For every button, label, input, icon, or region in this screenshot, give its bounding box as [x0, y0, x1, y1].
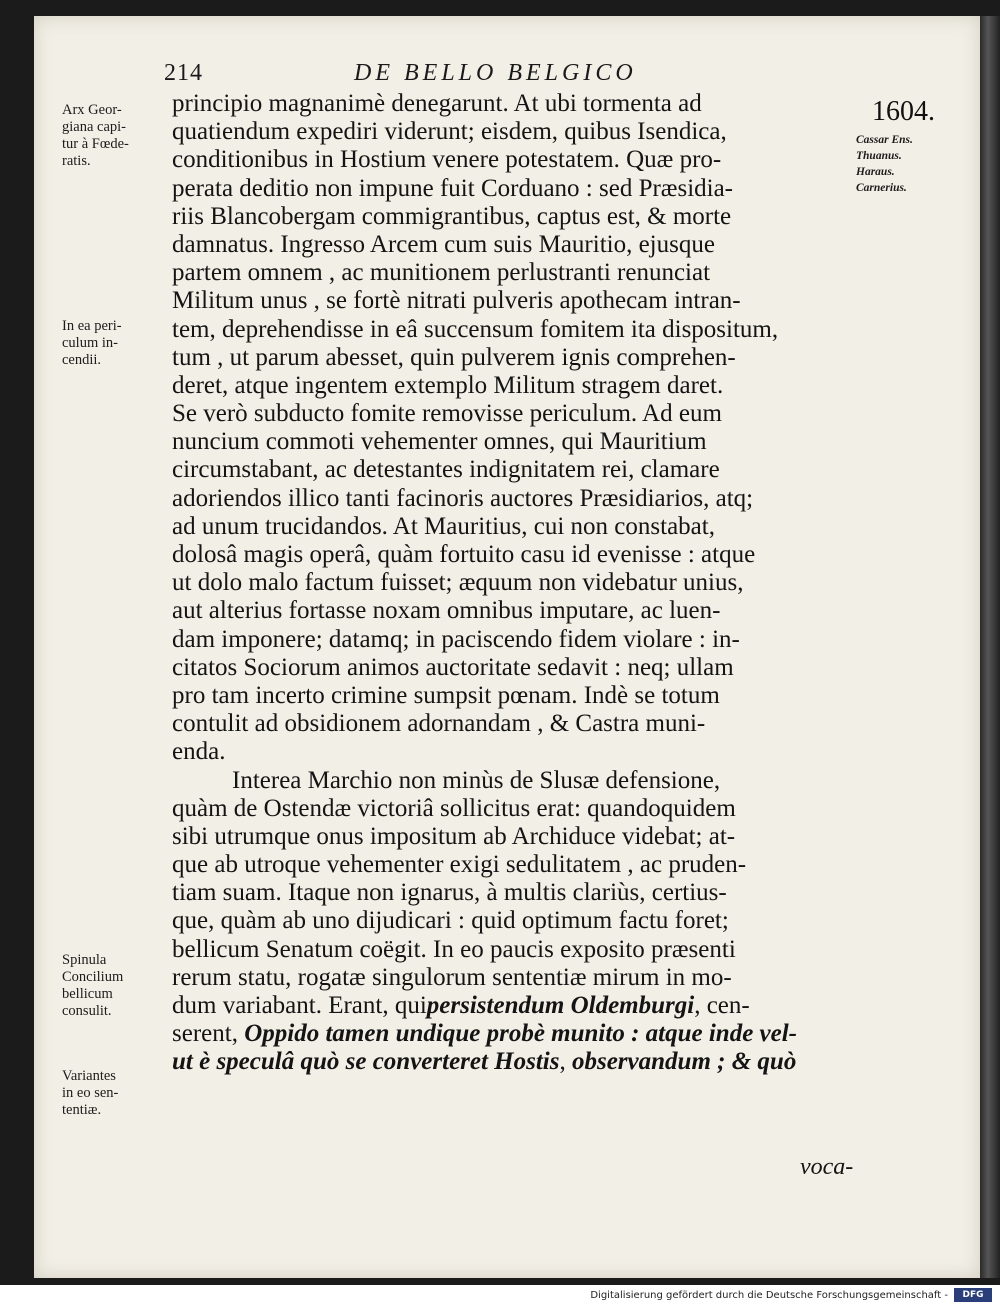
text-line: dam imponere; datamq; in paciscendo fidem violare : in- [172, 625, 740, 653]
text-line: que, quàm ab uno dijudicari : quid optimum factu foret; [172, 907, 729, 935]
text-segment: , [559, 1048, 572, 1076]
text-segment: serent, [172, 1020, 245, 1048]
italic-segment: Oppido tamen undique probè munito : atque inde vel- [244, 1020, 797, 1048]
text-line: tiam suam. Itaque non ignarus, à multis clariùs, certius- [172, 879, 727, 907]
text-line: enda. [172, 738, 226, 766]
text-line: dolosâ magis operâ, quàm fortuito casu id evenisse : atque [172, 541, 756, 568]
text-line [172, 992, 864, 1020]
page-header [164, 60, 854, 90]
margin-note-line: giana capi- [62, 119, 127, 135]
funding-credit: Digitalisierung gefördert durch die Deutsche Forschungsgemeinschaft - [590, 1290, 948, 1301]
margin-note-line: Concilium [62, 969, 124, 985]
text-line: Militum unus , se fortè nitrati pulveris apothecam intran- [172, 287, 741, 315]
text-line: quatiendum expediri viderunt; eisdem, quibus Isendica, [172, 118, 727, 146]
italic-segment: observandum ; & quò [571, 1048, 797, 1076]
text-line: rerum statu, rogatæ singulorum sententiæ mirum in mo- [172, 963, 732, 991]
text-line: ad unum trucidandos. At Mauritius, cui non constabat, [172, 512, 715, 540]
text-line: adoriendos illico tanti facinoris auctores Præsidiarios, atq; [172, 484, 754, 512]
margin-note-line: ratis. [62, 153, 91, 169]
text-line: bellicum Senatum coëgit. In eo paucis exposito præsenti [172, 935, 736, 963]
source-note: Cassar Ens. [856, 134, 913, 146]
margin-note-arx [62, 102, 168, 170]
text-line: Se verò subducto fomite removisse periculum. Ad eum [172, 400, 722, 428]
margin-note-line: consulit. [62, 1003, 112, 1019]
text-segment: dum variabant. Erant, qui [172, 992, 427, 1019]
margin-note-line: bellicum [62, 986, 113, 1002]
paragraph-start-line: Interea Marchio non minùs de Slusæ defensione, [232, 766, 721, 794]
source-note: Carnerius. [856, 182, 907, 194]
catchword: voca- [800, 1154, 854, 1180]
body-text [172, 90, 864, 1077]
margin-note-line: culum in- [62, 335, 118, 351]
margin-note-line: In ea peri- [62, 318, 122, 334]
text-line [172, 1020, 864, 1048]
margin-note-line: tur à Fœde- [62, 136, 129, 152]
text-line: quàm de Ostendæ victoriâ sollicitus erat: quandoquidem [172, 794, 736, 822]
margin-note-line: in eo sen- [62, 1085, 119, 1101]
page-edge [980, 16, 1000, 1278]
text-line: citatos Sociorum animos auctoritate sedavit : neq; ullam [172, 653, 734, 681]
running-head: DE BELLO BELGICO [354, 60, 637, 86]
page-number: 214 [164, 60, 203, 86]
margin-note-periculum [62, 318, 168, 369]
dfg-logo: DFG [954, 1288, 992, 1302]
margin-note-line: Arx Geor- [62, 102, 122, 118]
margin-year: 1604. [872, 96, 935, 127]
text-line: pro tam incerto crimine sumpsit pœnam. Indè se totum [172, 681, 720, 709]
text-line: contulit ad obsidionem adornandam , & Castra muni- [172, 710, 706, 738]
text-line: damnatus. Ingresso Arcem cum suis Mauritio, ejusque [172, 230, 715, 258]
text-line: partem omnem , ac munitionem perlustranti renunciat [172, 259, 711, 287]
margin-note-spinula [62, 952, 168, 1020]
text-line: conditionibus in Hostium venere potestatem. Quæ pro- [172, 146, 722, 174]
text-line: nuncium commoti vehementer omnes, qui Mauritium [172, 428, 707, 456]
margin-note-line: cendii. [62, 352, 102, 368]
margin-note-line: Variantes [62, 1068, 116, 1084]
margin-sources [856, 132, 946, 196]
italic-segment: persistendum Oldemburgi [426, 992, 695, 1019]
margin-note-line: tentiæ. [62, 1102, 102, 1118]
text-line: que ab utroque vehementer exigi sedulitatem , ac pruden- [172, 851, 747, 879]
text-line: perata deditio non impune fuit Corduano : sed Præsidia- [172, 174, 734, 202]
source-note: Haraus. [856, 166, 895, 178]
text-line: circumstabant, ac detestantes indignitatem rei, clamare [172, 456, 720, 484]
text-segment: , cen- [694, 992, 750, 1019]
text-line: sibi utrumque onus impositum ab Archiduce videbat; at- [172, 822, 736, 850]
text-line: deret, atque ingentem extemplo Militum stragem daret. [172, 371, 724, 399]
text-line: aut alterius fortasse noxam omnibus imputare, ac luen- [172, 597, 721, 625]
text-line: tum , ut parum abesset, quin pulverem ignis comprehen- [172, 343, 736, 371]
footer-bar [0, 1285, 1000, 1307]
margin-note-line: Spinula [62, 952, 107, 968]
text-line [172, 1048, 864, 1076]
text-line: riis Blancobergam commigrantibus, captus est, & morte [172, 202, 732, 230]
text-line: tem, deprehendisse in eâ succensum fomitem ita dispositum, [172, 315, 779, 343]
italic-segment: ut è speculâ quò se converteret Hostis [172, 1048, 560, 1076]
text-line: ut dolo malo factum fuisset; æquum non videbatur unius, [172, 569, 744, 597]
margin-note-variantes [62, 1068, 168, 1119]
source-note: Thuanus. [856, 150, 902, 162]
text-line: principio magnanimè denegarunt. At ubi tormenta ad [172, 90, 702, 117]
